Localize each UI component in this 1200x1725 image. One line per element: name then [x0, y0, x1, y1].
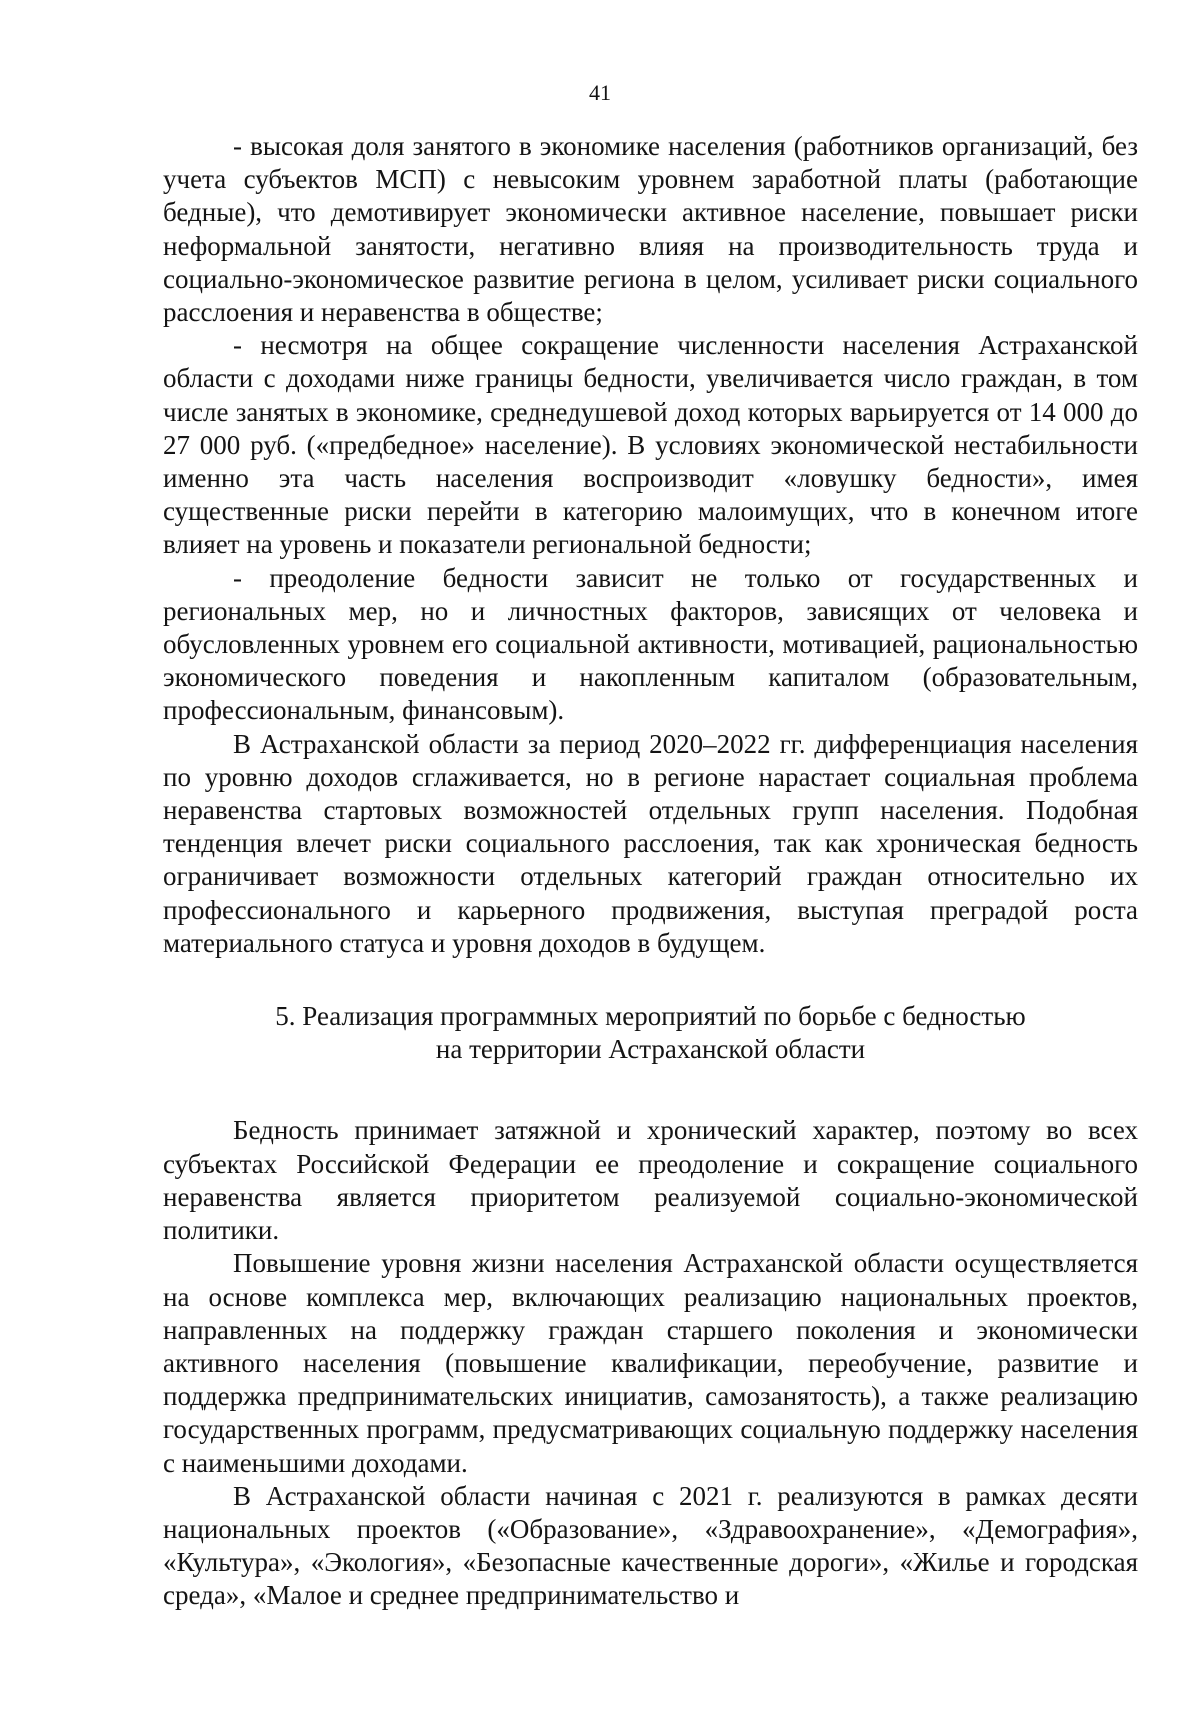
section-heading-line-2: на территории Астраханской области [435, 1034, 866, 1065]
section-heading-line-1: 5. Реализация программных мероприятий по борьбе с бедностью [275, 1001, 1026, 1032]
page-number: 41 [589, 80, 611, 105]
paragraph-living-standards: Повышение уровня жизни населения Астраханской области осуществляется на основе комплекса мер, включающих реализацию национальных проектов, направленных на поддержку граждан старшего поколения и экономически активного населения (повышение квалификации, переобучение, развитие и поддержка предпринимательских инициатив, самозанятость), а также реализацию государственных программ, предусматривающих социальную поддержку населения с наименьшими доходами. [163, 1248, 1138, 1478]
paragraph-income-differentiation: В Астраханской области за период 2020–2022 гг. дифференциация населения по уровню доходов сглаживается, но в регионе нарастает социальная проблема неравенства стартовых возможностей отдельных групп населения. Подобная тенденция влечет риски социального расслоения, так как хроническая бедность ограничивает возможности отдельных категорий граждан относительно их профессионального и карьерного продвижения, выступая преградой роста материального статуса и уровня доходов в будущем. [163, 728, 1138, 958]
paragraph-working-poor: - высокая доля занятого в экономике населения (работников организаций, без учета субъектов МСП) с невысоким уровнем заработной платы (работающие бедные), что демотивирует экономически активное население, повышает риски неформальной занятости, негативно влияя на производительность труда и социально-экономическое развитие региона в целом, усиливает риски социального расслоения и неравенства в обществе; [163, 131, 1138, 328]
paragraph-personal-factors: - преодоление бедности зависит не только от государственных и региональных мер, но и личностных факторов, зависящих от человека и обусловленных уровнем его социальной активности, мотивацией, рациональностью экономического поведения и накопленным капиталом (образовательным, профессиональным, финансовым). [163, 562, 1138, 726]
paragraph-national-projects: В Астраханской области начиная с 2021 г. реализуются в рамках десяти национальных проектов («Образование», «Здравоохранение», «Демография», «Культура», «Экология», «Безопасные качественные дороги», «Жилье и городская среда», «Малое и среднее предпринимательство и [163, 1480, 1138, 1611]
paragraph-near-poor: - несмотря на общее сокращение численности населения Астраханской области с доходами ниже границы бедности, увеличивается число граждан, в том числе занятых в экономике, среднедушевой доход которых варьируется от 14 000 до 27 000 руб. («предбедное» население). В условиях экономической нестабильности именно эта часть населения воспроизводит «ловушку бедности», имея существенные риски перейти в категорию малоимущих, что в конечном итоге влияет на уровень и показатели региональной бедности; [163, 330, 1138, 560]
section-heading [163, 1000, 1138, 1066]
document-body [163, 130, 1138, 1613]
paragraph-poverty-character: Бедность принимает затяжной и хронический характер, поэтому во всех субъектах Российской Федерации ее преодоление и сокращение социального неравенства является приоритетом реализуемой социально-экономической политики. [163, 1115, 1138, 1246]
